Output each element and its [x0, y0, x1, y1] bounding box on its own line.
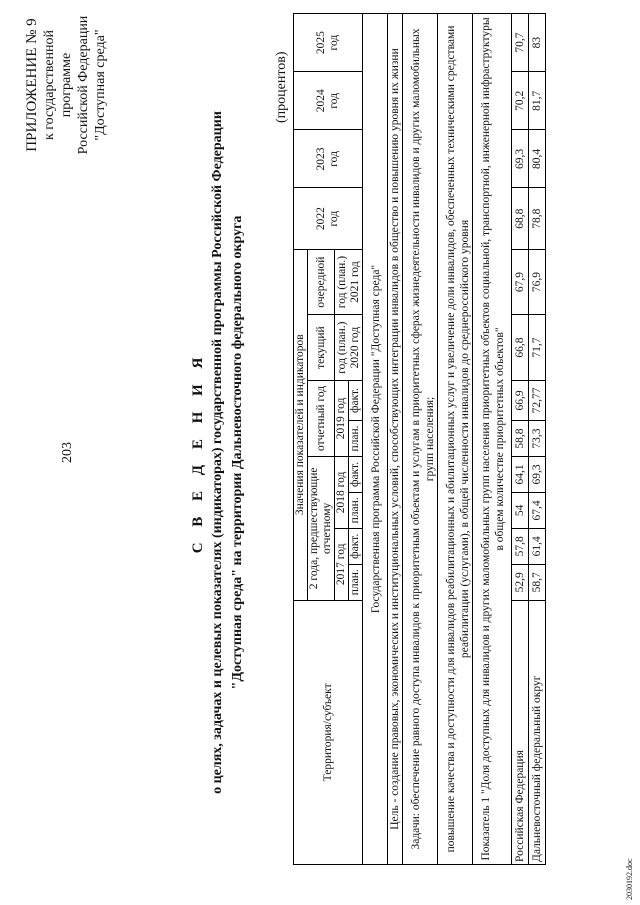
indicator-text: Показатель 1 "Доля доступных для инвалидов и других маломобильных групп населения приоритетных объектов социальной, транспортной, инженерной инфраструктуры в общем количестве приоритетных объектов": [473, 14, 512, 865]
cell: 73,3: [529, 421, 546, 457]
header-row: [294, 14, 308, 865]
cell: 68,8: [512, 188, 529, 249]
prior-years-header: 2 года, предшествующие отчетному: [308, 456, 335, 600]
current-year-header: текущий: [308, 315, 335, 381]
values-group-header: Значения показателей и индикаторов: [294, 249, 308, 600]
year-header: 2023 год: [294, 130, 363, 188]
cell: 70,7: [512, 14, 529, 72]
cell: 64,1: [512, 456, 529, 492]
cell: 66,9: [512, 380, 529, 420]
cell: 58,8: [512, 421, 529, 457]
next-year-plan: год (план.) 2021 год: [335, 249, 363, 315]
cell: 61,4: [529, 528, 546, 564]
year-2018: 2018 год: [335, 456, 349, 528]
cell: 57,8: [512, 528, 529, 564]
plan-label: план.: [349, 492, 363, 528]
fact-label: факт.: [349, 456, 363, 492]
program-label: Государственная программа Российской Федерации "Доступная среда": [363, 14, 388, 865]
cell: 70,2: [512, 72, 529, 130]
row-name: Дальневосточный федеральный округ: [529, 600, 546, 864]
task-text: Задачи: обеспечение равного доступа инвалидов к приоритетным объектам и услугам в приоритетных сферах жизнедеятельности инвалидов и других маломобильных групп населения;: [403, 14, 438, 865]
cell: 52,9: [512, 564, 529, 600]
territory-header: Территория/субъект: [294, 600, 363, 864]
goal-text: Цель - создание правовых, экономических и институциональных условий, способствующих интеграции инвалидов в общество и повышению уровня их жизни: [388, 14, 403, 865]
report-year-header: отчетный год: [308, 380, 335, 456]
current-year-plan: год (план.) 2020 год: [335, 315, 363, 381]
cell: 66,8: [512, 315, 529, 381]
section-row: [403, 14, 438, 865]
appendix-line: Российской Федерации: [76, 15, 91, 155]
title-line: о целях, задачах и целевых показателях (индикаторах) государственной программы Российской Федерации: [210, 111, 225, 794]
appendix-line: "Доступная среда": [93, 29, 108, 141]
section-row: [363, 14, 388, 865]
section-row: [438, 14, 473, 865]
appendix-block: [24, 10, 109, 160]
cell: 78,8: [529, 188, 546, 249]
cell: 54: [512, 492, 529, 528]
cell: 80,4: [529, 130, 546, 188]
cell: 58,7: [529, 564, 546, 600]
appendix-number: ПРИЛОЖЕНИЕ № 9: [24, 18, 40, 152]
title-heading: С В Е Д Е Н И Я: [190, 351, 206, 554]
cell: 81,7: [529, 72, 546, 130]
cell: 69,3: [529, 456, 546, 492]
section-row: [388, 14, 403, 865]
cell: 76,9: [529, 249, 546, 315]
table-row: [529, 14, 546, 865]
title-line: "Доступная среда" на территории Дальневосточного федерального округа: [230, 215, 245, 690]
cell: 67,9: [512, 249, 529, 315]
plan-label: план.: [349, 564, 363, 600]
cell: 69,3: [512, 130, 529, 188]
document-title: [188, 40, 248, 865]
fact-label: факт.: [349, 380, 363, 420]
year-header: 2024 год: [294, 72, 363, 130]
year-header: 2022 год: [294, 188, 363, 249]
plan-label: план.: [349, 421, 363, 457]
year-2017: 2017 год: [335, 528, 349, 600]
task-text: повышение качества и доступности для инвалидов реабилитационных и абилитационных услуг и увеличение доли инвалидов, обеспеченных техническими средствами реабилитации (услугами), в общей численности инвалидов до среднероссийского уровня: [438, 14, 473, 865]
cell: 72,77: [529, 380, 546, 420]
row-name: Российская Федерация: [512, 600, 529, 864]
next-year-header: очередной: [308, 249, 335, 315]
fact-label: факт.: [349, 528, 363, 564]
appendix-line: к государственной программе: [42, 29, 74, 141]
units-label: (процентов): [274, 51, 289, 123]
table-row: [512, 14, 529, 865]
year-header: 2025 год: [294, 14, 363, 72]
section-row: [473, 14, 512, 865]
cell: 67,4: [529, 492, 546, 528]
cell: 83: [529, 14, 546, 72]
year-2019: 2019 год: [335, 380, 349, 456]
document-code: 2030192.doc: [625, 858, 634, 900]
page-number: 203: [60, 442, 75, 463]
cell: 71,7: [529, 315, 546, 381]
indicators-table: [293, 13, 546, 865]
